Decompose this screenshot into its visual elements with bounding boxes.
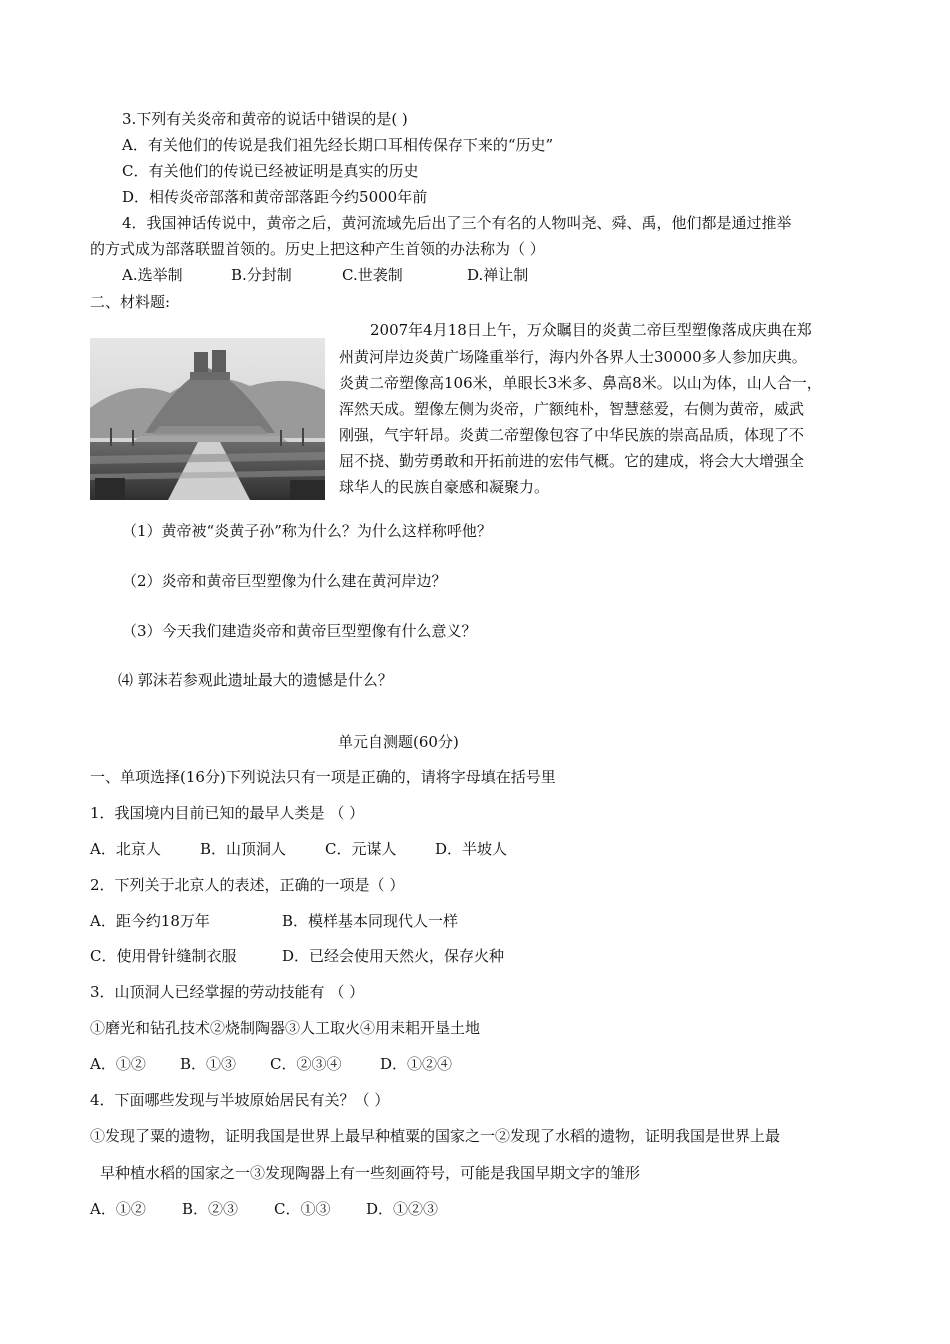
passage-line-5: 刚强，气宇轩昂。炎黄二帝塑像包容了中华民族的崇高品质，体现了不	[339, 426, 805, 444]
statue-photo	[90, 338, 325, 500]
q4-option: D.禅让制	[467, 266, 529, 284]
passage-line-1: 2007年4月18日上午，万众瞩目的炎黄二帝巨型塑像落成庆典在郑	[370, 321, 812, 339]
test-q4-option: A．①②	[90, 1200, 146, 1218]
q4-option: B.分封制	[231, 266, 292, 284]
test-q1-option: B．山顶洞人	[200, 840, 287, 858]
test-q3-option: C．②③④	[270, 1055, 342, 1073]
test-q2-options-row2	[90, 946, 504, 966]
test-q2-options-row1	[90, 911, 458, 931]
q4-option: C.世袭制	[342, 266, 403, 284]
test-q2-option: A．距今约18万年	[90, 912, 210, 930]
test-q3-items: ①磨光和钻孔技术②烧制陶器③人工取火④用耒耜开垦土地	[90, 1019, 481, 1037]
test-q4-stem: 4．下面哪些发现与半坡原始居民有关？（ ）	[90, 1091, 390, 1109]
test-q2-option: B．模样基本同现代人一样	[282, 912, 459, 930]
test-q1-option: C．元谋人	[325, 840, 397, 858]
test-q4-option: B．②③	[182, 1200, 239, 1218]
test-q2-stem: 2．下列关于北京人的表述，正确的一项是（ ）	[90, 876, 405, 894]
test-q4-line1: ①发现了粟的遗物，证明我国是世界上最早种植粟的国家之一②发现了水稻的遗物，证明我国是世界上最	[90, 1127, 781, 1145]
test-q1-option: A．北京人	[90, 840, 161, 858]
test-q4-option: C．①③	[274, 1200, 331, 1218]
q4-option: A.选举制	[122, 266, 183, 284]
test-q2-option: C．使用骨针缝制衣服	[90, 947, 237, 965]
test-q3-option: D．①②④	[380, 1055, 453, 1073]
test-q3-option: A．①②	[90, 1055, 146, 1073]
q3-option-a: A．有关他们的传说是我们祖先经长期口耳相传保存下来的“历史”	[122, 136, 554, 154]
test-q1-option: D．半坡人	[435, 840, 508, 858]
q4-stem-line1: 4．我国神话传说中，黄帝之后，黄河流域先后出了三个有名的人物叫尧、舜、禹，他们都是通过推举	[122, 214, 792, 232]
q3-option-d: D．相传炎帝部落和黄帝部落距今约5000年前	[122, 188, 428, 206]
unit-test-instruction: 一、单项选择(16分)下列说法只有一项是正确的，请将字母填在括号里	[90, 768, 556, 786]
material-question-4: ⑷ 郭沫若参观此遗址最大的遗憾是什么？	[118, 671, 393, 689]
test-q3-option: B．①③	[180, 1055, 237, 1073]
passage-line-6: 屈不挠、勤劳勇敢和开拓前进的宏伟气概。它的建成，将会大大增强全	[339, 452, 805, 470]
q4-options	[122, 265, 528, 285]
test-q4-line2: 早种植水稻的国家之一③发现陶器上有一些刻画符号，可能是我国早期文字的雏形	[100, 1164, 641, 1182]
test-q2-option: D．已经会使用天然火，保存火种	[282, 947, 505, 965]
test-q4-options	[90, 1199, 438, 1219]
test-q3-options	[90, 1054, 452, 1074]
test-q1-options	[90, 839, 507, 859]
section2-heading: 二、材料题:	[90, 293, 171, 311]
q3-option-c: C．有关他们的传说已经被证明是真实的历史	[122, 162, 419, 180]
statue-photo-image	[90, 338, 325, 500]
test-q3-stem: 3．山顶洞人已经掌握的劳动技能有 （ ）	[90, 983, 365, 1001]
q3-stem: 3.下列有关炎帝和黄帝的说话中错误的是( )	[122, 110, 408, 128]
passage-line-3: 炎黄二帝塑像高106米，单眼长3米多、鼻高8米。以山为体，山人合一，	[339, 374, 822, 392]
material-question-2: （2）炎帝和黄帝巨型塑像为什么建在黄河岸边？	[122, 572, 447, 590]
passage-line-2: 州黄河岸边炎黄广场隆重举行，海内外各界人士30000多人参加庆典。	[339, 348, 807, 366]
test-q4-option: D．①②③	[366, 1200, 439, 1218]
material-question-1: （1）黄帝被“炎黄子孙”称为什么？为什么这样称呼他？	[122, 522, 492, 540]
passage-line-4: 浑然天成。塑像左侧为炎帝，广额纯朴，智慧慈爱，右侧为黄帝，威武	[339, 400, 805, 418]
q4-stem-line2: 的方式成为部落联盟首领的。历史上把这种产生首领的办法称为（ ）	[90, 240, 545, 258]
material-question-3: （3）今天我们建造炎帝和黄帝巨型塑像有什么意义？	[122, 622, 477, 640]
test-q1-stem: 1．我国境内目前已知的最早人类是 （ ）	[90, 804, 365, 822]
passage-line-7: 球华人的民族自豪感和凝聚力。	[339, 478, 550, 496]
unit-test-title: 单元自测题(60分)	[338, 733, 459, 751]
